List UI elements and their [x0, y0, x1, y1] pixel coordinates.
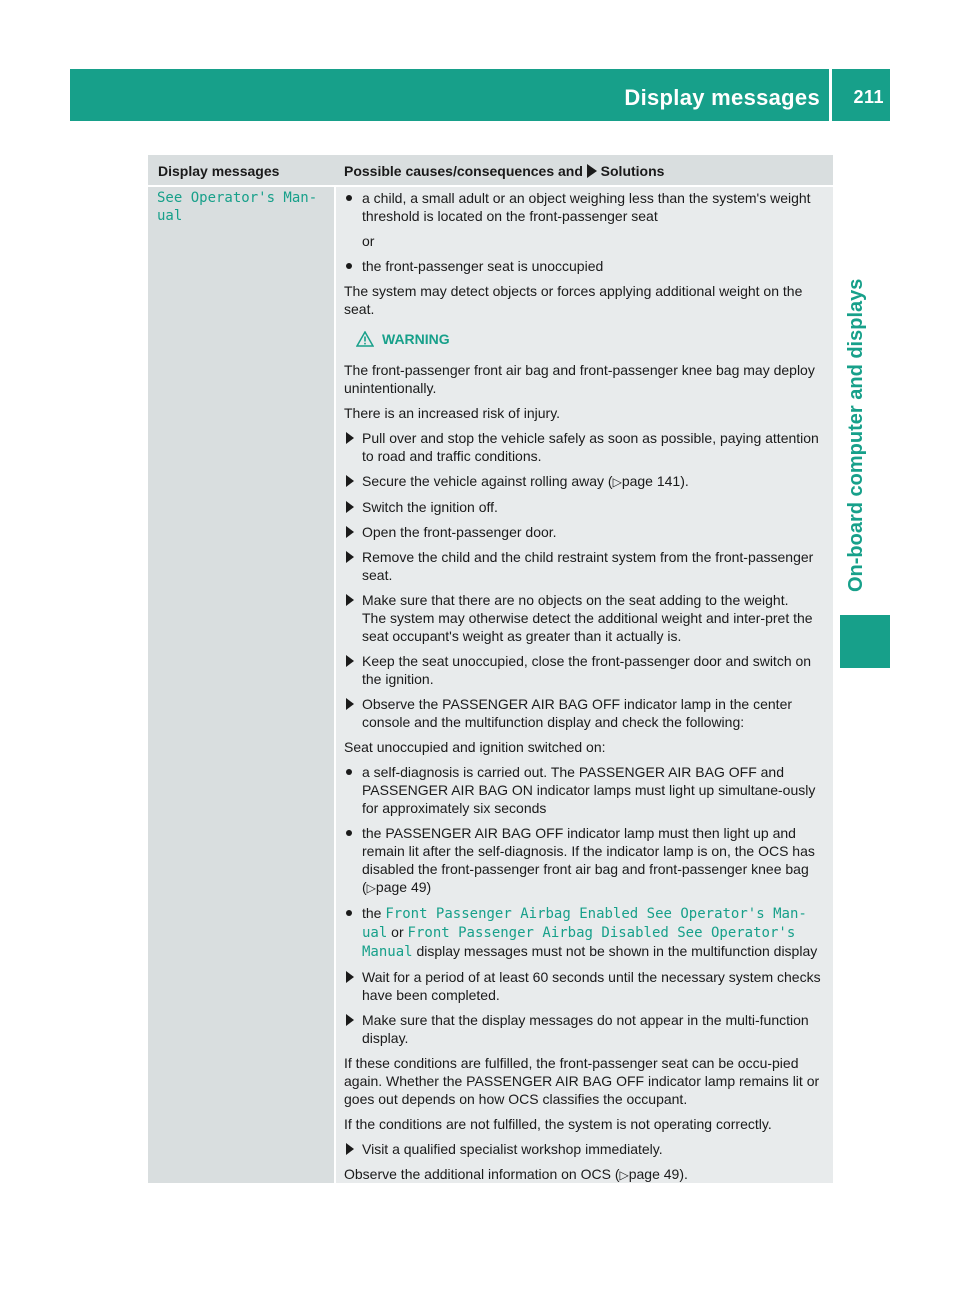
list-item: the Front Passenger Airbag Enabled See Operator's Man‐ual or Front Passenger Airbag Disabled See Operator's Manual display messages must not be shown in the multifunction display	[344, 904, 826, 961]
side-tab-label: On-board computer and displays	[845, 278, 867, 592]
page-ref-link[interactable]: page 49).	[628, 1166, 688, 1182]
bullet-icon	[346, 195, 352, 201]
bullet-icon	[346, 910, 352, 916]
paragraph: If these conditions are fulfilled, the front-passenger seat can be occu-pied again. Whether the PASSENGER AIR BAG OFF indicator lamp remains lit or goes out depends on how OCS classifies the occupant.	[344, 1055, 820, 1107]
paragraph: If the conditions are not fulfilled, the system is not operating correctly.	[344, 1116, 772, 1132]
header-separator	[829, 69, 832, 121]
message-cell	[148, 187, 334, 1183]
page-ref-link[interactable]: page 49)	[375, 879, 432, 895]
display-message-code: Front Passenger Airbag Disabled See Operator's Manual	[362, 925, 796, 960]
step-arrow-icon	[346, 526, 354, 538]
bullet-icon	[346, 830, 352, 836]
step-arrow-icon	[346, 594, 354, 606]
list-item: a self-diagnosis is carried out. The PASSENGER AIR BAG OFF and PASSENGER AIR BAG ON indicator lamps must light up simultane-ously for approximately six seconds	[344, 763, 826, 817]
step-arrow-icon	[346, 971, 354, 983]
warning-triangle-icon	[356, 331, 374, 351]
display-message-code: Front Passenger Airbag Enabled See Operator's Man‐ual	[362, 906, 807, 941]
step-item: Make sure that the display messages do not appear in the multi-function display.	[344, 1011, 826, 1047]
solutions-content	[344, 189, 826, 1191]
message-text: See Operator's Man‐ ual	[157, 190, 318, 224]
step-item: Keep the seat unoccupied, close the front-passenger door and switch on the ignition.	[344, 652, 826, 688]
warning-text: There is an increased risk of injury.	[344, 405, 561, 421]
step-item: Secure the vehicle against rolling away (▷page 141).	[344, 472, 826, 491]
header-title: Display messages	[624, 85, 820, 110]
col-header-causes: Possible causes/consequences and	[344, 163, 583, 179]
side-tab-block	[840, 615, 890, 668]
step-item: Make sure that there are no objects on the seat adding to the weight. The system may otherwise detect the additional weight and inter-pret the seat occupant's weight as greater than it actually is.	[344, 591, 826, 645]
or-text: or	[362, 233, 375, 249]
paragraph: Seat unoccupied and ignition switched on:	[344, 739, 606, 755]
page-ref-icon: ▷	[619, 1168, 629, 1182]
step-arrow-icon	[346, 475, 354, 487]
bullet-icon	[346, 263, 352, 269]
step-item: Switch the ignition off.	[344, 498, 826, 516]
list-item: the PASSENGER AIR BAG OFF indicator lamp must then light up and remain lit after the self-diagnosis. If the indicator lamp is on, the OCS has disabled the front-passenger front air bag and front-passenger knee bag (▷page 49)	[344, 824, 826, 897]
warning-text: The front-passenger front air bag and front-passenger knee bag may deploy unintentionally.	[344, 362, 815, 396]
col-header-solutions-label: Solutions	[600, 163, 665, 179]
step-item: Visit a qualified specialist workshop immediately.	[344, 1140, 826, 1158]
step-arrow-icon	[346, 1143, 354, 1155]
paragraph: Observe the additional information on OCS (▷page 49).	[344, 1166, 688, 1182]
step-arrow-icon	[346, 655, 354, 667]
display-message-code	[157, 189, 327, 225]
step-arrow-icon	[346, 698, 354, 710]
arrow-right-icon	[587, 164, 597, 178]
page-header	[70, 69, 890, 121]
col-header-solutions	[336, 155, 833, 185]
bullet-icon	[346, 769, 352, 775]
paragraph: The system may detect objects or forces applying additional weight on the seat.	[344, 283, 803, 317]
page-ref-icon: ▷	[612, 475, 622, 489]
step-arrow-icon	[346, 501, 354, 513]
page-number: 211	[853, 87, 884, 107]
step-item: Wait for a period of at least 60 seconds until the necessary system checks have been completed.	[344, 968, 826, 1004]
step-item: Pull over and stop the vehicle safely as soon as possible, paying attention to road and traffic conditions.	[344, 429, 826, 465]
step-arrow-icon	[346, 432, 354, 444]
list-item: the front-passenger seat is unoccupied	[344, 257, 826, 275]
col-header-messages: Display messages	[148, 155, 344, 185]
warning-heading: WARNING	[356, 330, 826, 351]
step-item: Observe the PASSENGER AIR BAG OFF indicator lamp in the center console and the multifunction display and check the following:	[344, 695, 826, 731]
step-item: Remove the child and the child restraint system from the front-passenger seat.	[344, 548, 826, 584]
step-item: Open the front-passenger door.	[344, 523, 826, 541]
list-item: a child, a small adult or an object weighing less than the system's weight threshold is located on the front-passenger seat	[344, 189, 826, 225]
messages-table	[148, 155, 833, 1183]
page-ref-link[interactable]: page 141).	[621, 473, 689, 489]
step-arrow-icon	[346, 1014, 354, 1026]
solutions-cell	[336, 187, 833, 1183]
step-arrow-icon	[346, 551, 354, 563]
page-ref-icon: ▷	[366, 881, 376, 895]
